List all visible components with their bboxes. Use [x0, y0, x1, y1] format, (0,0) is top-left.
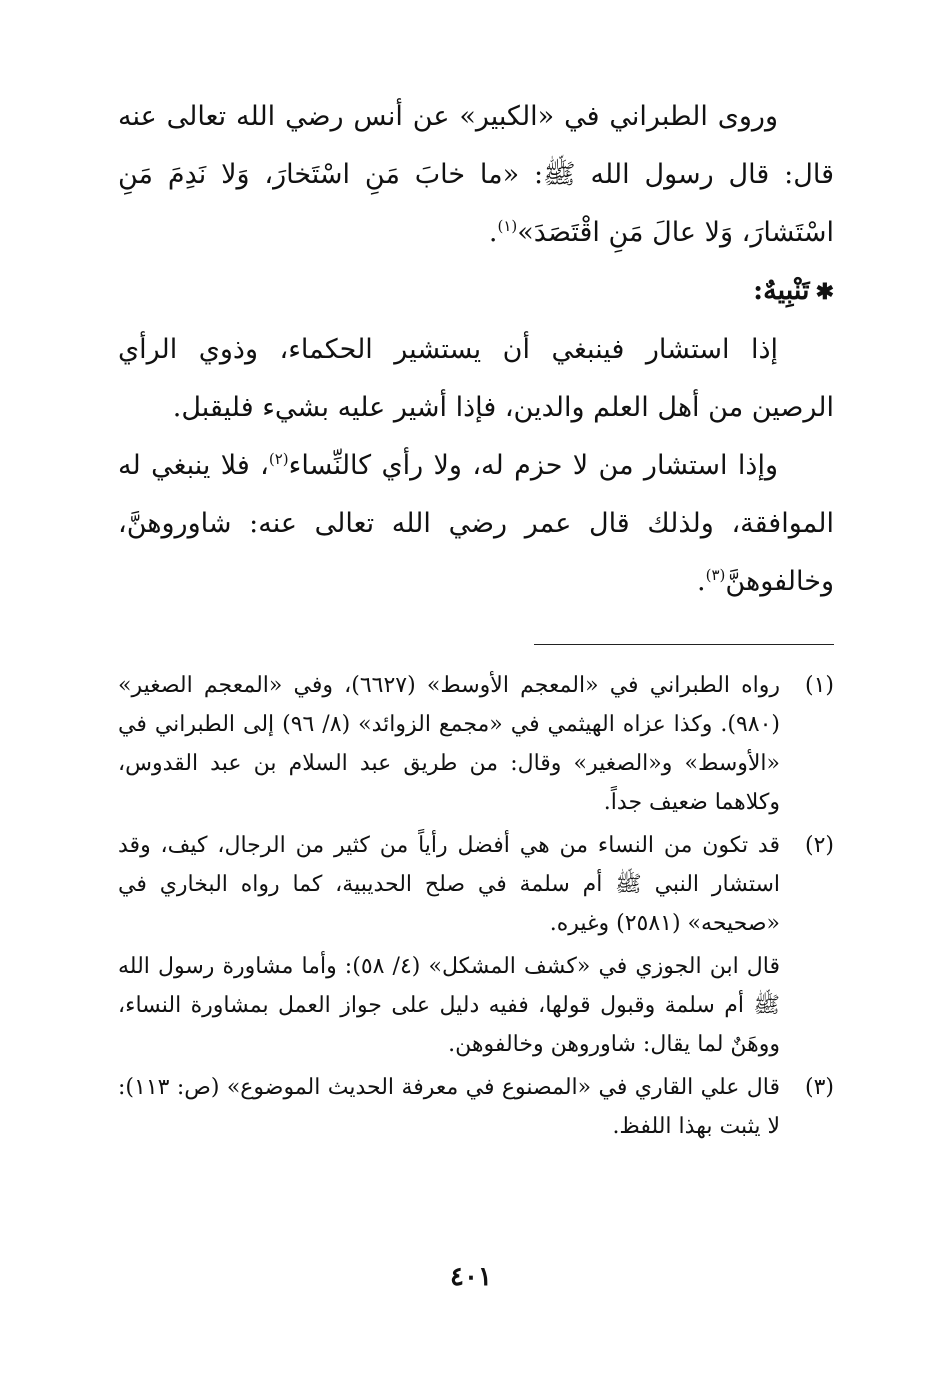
footnote-ref-1[interactable]: (١) [497, 217, 518, 235]
page-number: ٤٠١ [450, 1262, 492, 1292]
paragraph-women-text-a: وإذا استشار من لا حزم له، ولا رأي كالنِّساء [288, 450, 778, 481]
footnote-1 [118, 666, 834, 822]
footnote-divider [534, 644, 834, 645]
paragraph-advisors: إذا استشار فينبغي أن يستشير الحكماء، وذوي الرأي الرصين من أهل العلم والدين، فإذا أشير عليه بشيء فليقبل. [118, 334, 834, 423]
notice-heading [118, 262, 834, 321]
asterisk-icon: ✱ [815, 279, 834, 305]
paragraph-hadith-end: . [488, 217, 498, 248]
footnote-text: قال علي القاري في «المصنوع في معرفة الحديث الموضوع» (ص: ١١٣): لا يثبت بهذا اللفظ. [118, 1075, 780, 1139]
paragraph-hadith [118, 88, 834, 262]
footnote-ref-2[interactable]: (٢) [268, 450, 289, 468]
footnote-ref-3[interactable]: (٣) [705, 566, 726, 584]
footnote-number: (١) [804, 673, 834, 698]
paragraph-hadith-text: وروى الطبراني في «الكبير» عن أنس رضي الله تعالى عنه قال: قال رسول الله ﷺ: «ما خابَ مَنِ اسْتَخارَ، وَلا نَدِمَ مَنِ اسْتَشارَ، وَلا عالَ مَنِ اقْتَصَدَ» [118, 101, 834, 248]
main-text [118, 88, 834, 611]
notice-heading-text: تَنْبِيهٌ: [753, 275, 810, 306]
footnote-2-continuation: قال ابن الجوزي في «كشف المشكل» (٤/ ٥٨): وأما مشاورة رسول الله ﷺ أم سلمة وقبول قولها، ففيه دليل على جواز العمل بمشاورة النساء، ووهَنٌ لما يقال: شاوروهن وخالفوهن. [118, 954, 780, 1057]
footnote-3 [118, 1068, 834, 1146]
paragraph-women-text-b: ، فلا ينبغي له الموافقة، ولذلك قال عمر رضي الله تعالى عنه: شاوروهنَّ، وخالفوهنَّ [118, 450, 834, 597]
paragraph-women-end: . [697, 566, 706, 597]
footnote-number: (٢) [804, 833, 834, 858]
page-content [118, 88, 834, 1139]
footnote-text: قد تكون من النساء من هي أفضل رأياً من كثير من الرجال، كيف، وقد استشار النبي ﷺ أم سلمة في صلح الحديبية، كما رواه البخاري في «صحيحه» (٢٥٨١) وغيره. [118, 833, 780, 936]
footnote-text: رواه الطبراني في «المعجم الأوسط» (٦٦٢٧)، وفي «المعجم الصغير» (٩٨٠). وكذا عزاه الهيثمي في «مجمع الزوائد» (٨/ ٩٦) إلى الطبراني في «الأوسط» و«الصغير» وقال: من طريق عبد السلام بن عبد القدوس، وكلاهما ضعيف جداً. [118, 673, 781, 815]
footnotes-section [118, 666, 834, 1150]
footnote-number: (٣) [804, 1075, 834, 1100]
paragraph-women [118, 437, 834, 611]
footnote-2 [118, 826, 834, 943]
